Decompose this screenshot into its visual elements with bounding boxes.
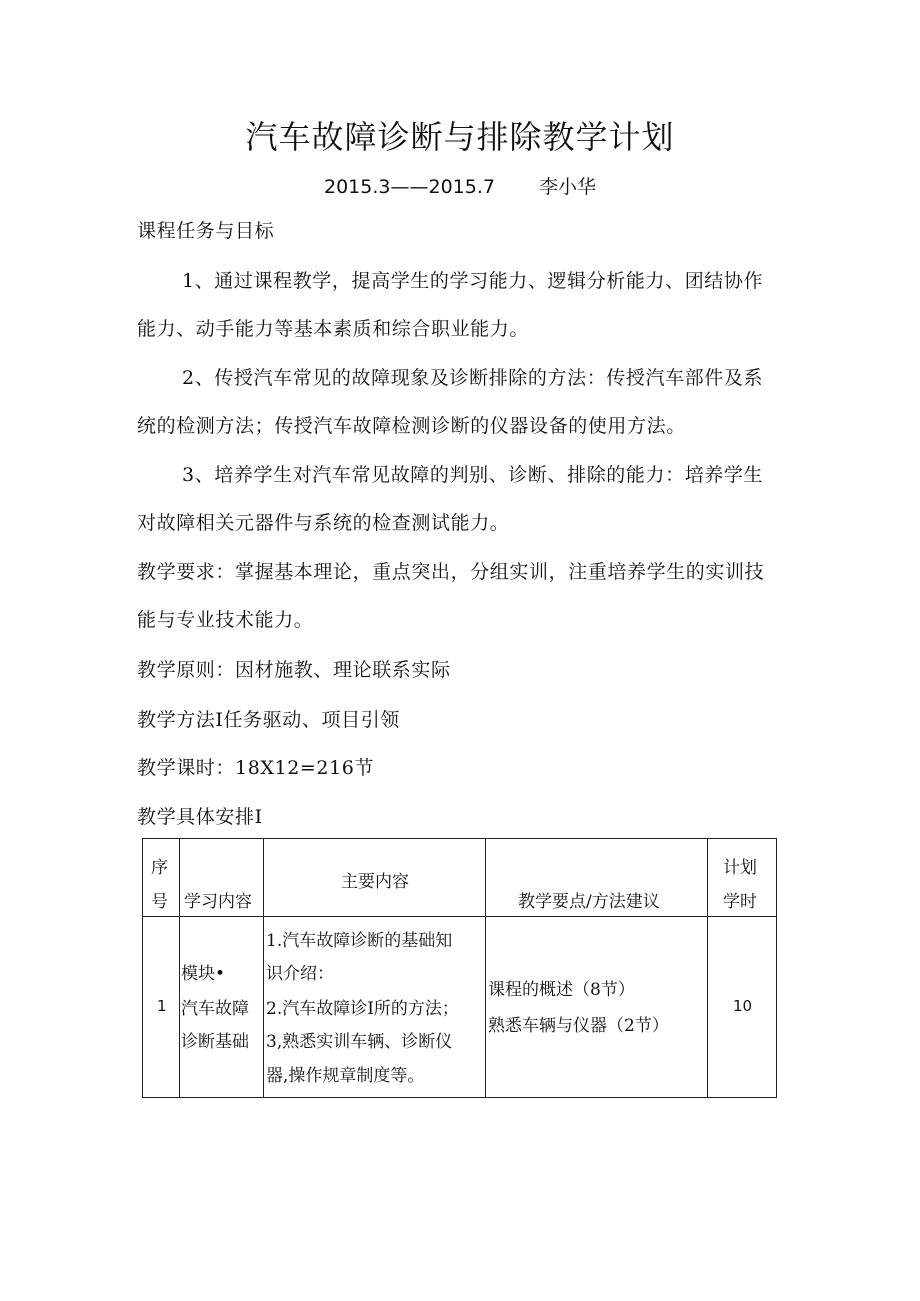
header-seq	[143, 839, 180, 917]
header-content	[264, 839, 486, 917]
goal-1-line1: 1、通过课程教学，提高学生的学习能力、逻辑分析能力、团结协作	[182, 270, 764, 292]
header-hours-bottom: 学时	[723, 892, 757, 912]
goal-2-line1: 2、传授汽车常见的故障现象及诊断排除的方法：传授汽车部件及系	[182, 367, 764, 389]
header-seq-top: 序	[151, 858, 168, 878]
methods: 教学方法I任务驱动、项目引领	[137, 709, 400, 731]
row-module-line: 汽车故障	[181, 999, 249, 1019]
hours: 教学课时：18X12=216节	[137, 757, 375, 779]
row-tips-line: 课程的概述（8节）	[488, 980, 635, 1000]
goal-3-line1: 3、培养学生对汽车常见故障的判别、诊断、排除的能力：培养学生	[182, 464, 764, 486]
row-hours-value: 10	[732, 997, 753, 1015]
header-module	[180, 839, 264, 917]
goal-2-line2: 统的检测方法；传授汽车故障检测诊断的仪器设备的使用方法。	[137, 415, 686, 437]
header-tips-label: 教学要点/方法建议	[518, 892, 660, 912]
row-module	[180, 917, 264, 1098]
header-content-label: 主要内容	[341, 872, 409, 892]
row-module-line: 诊断基础	[181, 1032, 249, 1052]
section-label: 课程任务与目标	[137, 220, 275, 242]
document-meta	[0, 172, 920, 199]
document-title: 汽车故障诊断与排除教学计划	[245, 118, 675, 156]
schedule-label: 教学具体安排I	[137, 806, 263, 828]
row-seq	[143, 917, 180, 1098]
row-content-line: 1.汽车故障诊断的基础知	[266, 931, 453, 951]
header-seq-bottom: 号	[151, 892, 168, 912]
row-content-line: 器,操作规章制度等。	[266, 1066, 425, 1086]
row-content-line: 2.汽车故障诊I所的方法；	[266, 999, 459, 1019]
row-module-line: 模块•	[181, 964, 226, 984]
header-hours	[708, 839, 777, 917]
header-hours-top: 计划	[723, 858, 757, 878]
goal-1-line2: 能力、动手能力等基本素质和综合职业能力。	[137, 318, 530, 340]
row-tips	[486, 917, 708, 1098]
header-module-label: 学习内容	[184, 892, 252, 912]
schedule-table	[142, 838, 777, 1098]
table-row	[143, 917, 777, 1098]
row-content	[264, 917, 486, 1098]
requirements-line2: 能与专业技术能力。	[137, 609, 314, 631]
author-name: 李小华	[538, 176, 596, 198]
row-content-line: 识介绍：	[266, 964, 334, 984]
date-range: 2015.3——2015.7	[324, 176, 495, 198]
row-tips-line: 熟悉车辆与仪器（2节）	[488, 1016, 669, 1036]
row-seq-value: 1	[157, 997, 167, 1015]
header-tips	[486, 839, 708, 917]
row-content-line: 3,熟悉实训车辆、诊断仪	[266, 1032, 453, 1052]
row-hours	[708, 917, 777, 1098]
requirements-line1: 教学要求：掌握基本理论，重点突出，分组实训，注重培养学生的实训技	[137, 561, 765, 583]
principles: 教学原则：因材施教、理论联系实际	[137, 659, 451, 681]
goal-3-line2: 对故障相关元器件与系统的检查测试能力。	[137, 512, 510, 534]
table-header-row	[143, 839, 777, 917]
